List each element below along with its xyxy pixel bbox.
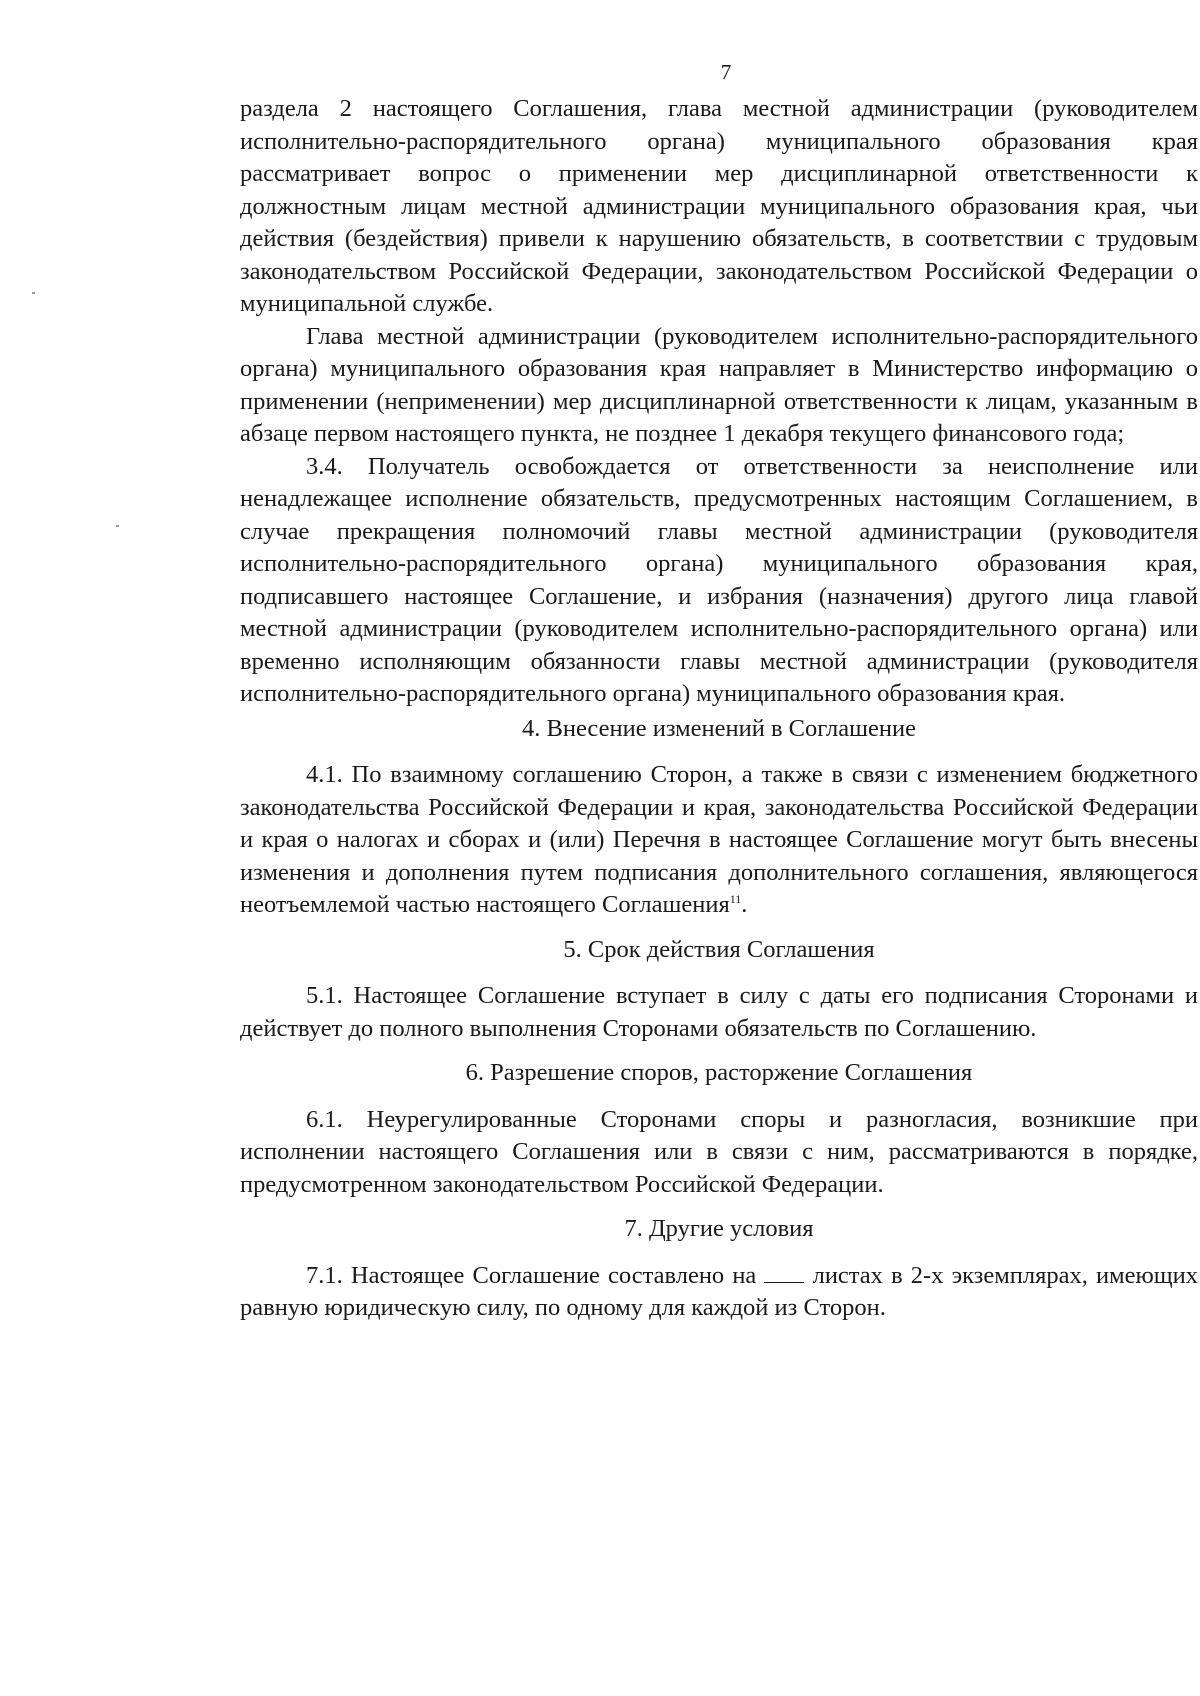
scan-speck [116,525,119,527]
paragraph-7-1 [240,1260,1198,1325]
paragraph-7-1-text-after: листах в 2-х экземплярах, имеющих равную юридическую силу, по одному для каждой из Сторон. [240,1261,1198,1321]
paragraph-6-1: 6.1. Неурегулированные Сторонами споры и разногласия, возникшие при исполнении настоящего Соглашения или в связи с ним, рассматриваются в порядке, предусмотренном законодательством Российской Федерации. [240,1105,1198,1198]
paragraph-4-1 [240,759,1198,922]
paragraph-intro-head-notice: Глава местной администрации (руководителем исполнительно-распорядительного органа) муниципального образования края направляет в Министерство информацию о применении (неприменении) мер дисциплинарной ответственности к лицам, указанным в абзаце первом настоящего пункта, не позднее 1 декабря текущего финансового года; [240,322,1198,447]
section-6-heading: 6. Разрешение споров, расторжение Соглашения [465,1059,973,1086]
paragraph-3-4: 3.4. Получатель освобождается от ответственности за неисполнение или ненадлежащее исполнение обязательств, предусмотренных настоящим Соглашением, в случае прекращения полномочий главы местной администрации (руководителя исполнительно-распорядительного органа) муниципального образования края, подписавшего настоящее Соглашение, и избрания (назначения) другого лица главой местной администрации (руководителем исполнительно-распорядительного органа) или временно исполняющим обязанности главы местной администрации (руководителя исполнительно-распорядительного органа) муниципального образования края. [240,452,1198,707]
page-number: 7 [720,60,732,84]
footnote-reference: 11 [729,891,742,906]
paragraph-intro-continuation: раздела 2 настоящего Соглашения, глава местной администрации (руководителем исполнительно-распорядительного органа) муниципального образования края рассматривает вопрос о применении мер дисциплинарной ответственности к должностным лицам местной администрации муниципального образования края, чьи действия (бездействия) привели к нарушению обязательств, в соответствии с трудовым законодательством Российской Федерации, законодательством Российской Федерации о муниципальной службе. [240,95,1198,317]
scan-speck [32,292,35,294]
sheet-count-blank [764,1262,804,1283]
document-page [240,60,1198,1325]
section-5-heading: 5. Срок действия Соглашения [563,935,875,963]
paragraph-5-1: 5.1. Настоящее Соглашение вступает в силу с даты его подписания Сторонами и действует до полного выполнения Сторонами обязательств по Соглашению. [240,982,1198,1042]
paragraph-4-1-end: . [741,891,748,918]
section-7-heading: 7. Другие условия [624,1215,814,1242]
section-4-heading: 4. Внесение изменений в Соглашение [522,714,916,742]
paragraph-4-1-text: 4.1. По взаимному соглашению Сторон, а также в связи с изменением бюджетного законодательства Российской Федерации и края, законодательства Российской Федерации и края о налогах и сборах и (или) Перечня в настоящее Соглашение могут быть внесены изменения и дополнения путем подписания дополнительного соглашения, являющегося неотъемлемой частью настоящего Соглашения [240,761,1198,918]
paragraph-7-1-text-before: 7.1. Настоящее Соглашение составлено на [306,1261,757,1289]
